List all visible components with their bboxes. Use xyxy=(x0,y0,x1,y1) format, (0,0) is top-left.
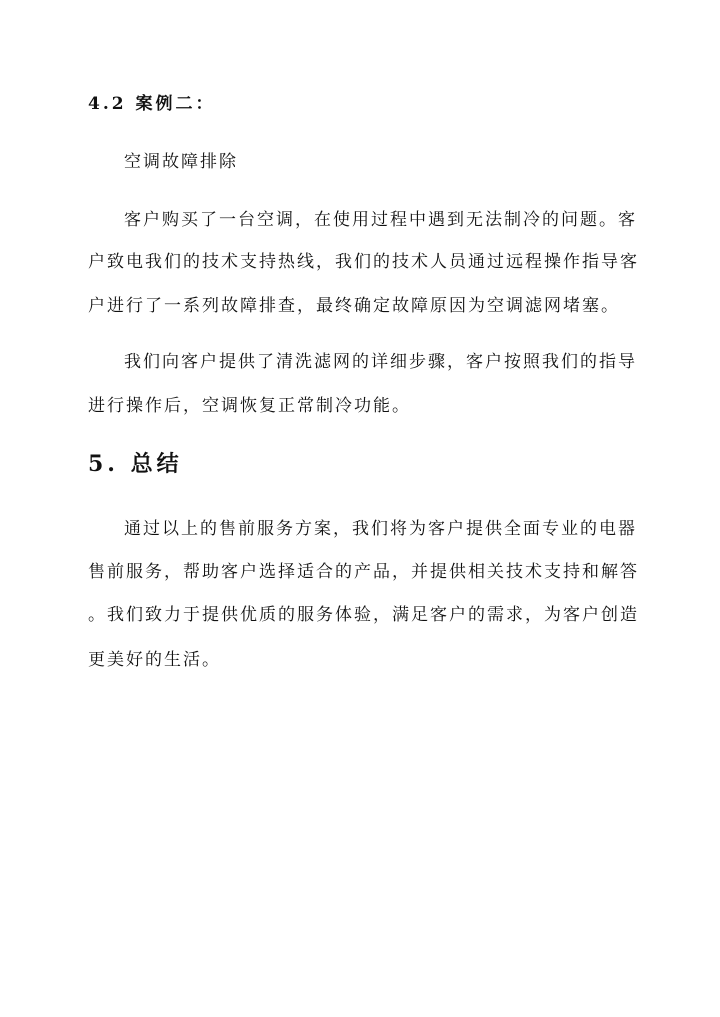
case-paragraph-2-line-2: 进行操作后，空调恢复正常制冷功能。 xyxy=(88,396,411,416)
case-paragraph-1-line-1: 客户购买了一台空调，在使用过程中遇到无法制冷的问题。客 xyxy=(124,210,637,230)
case-paragraph-1-line-2: 户致电我们的技术支持热线，我们的技术人员通过远程操作指导客 xyxy=(88,252,639,272)
summary-paragraph-line-3: 。我们致力于提供优质的服务体验，满足客户的需求，为客户创造 xyxy=(88,605,639,625)
summary-heading: 5. 总结 xyxy=(88,451,183,477)
case-subtitle: 空调故障排除 xyxy=(124,152,238,172)
section-4-2-heading: 4.2 案例二： xyxy=(88,94,216,114)
summary-paragraph-line-4: 更美好的生活。 xyxy=(88,650,221,670)
summary-paragraph-line-1: 通过以上的售前服务方案，我们将为客户提供全面专业的电器 xyxy=(124,519,637,539)
case-paragraph-1-line-3: 户进行了一系列故障排查，最终确定故障原因为空调滤网堵塞。 xyxy=(88,296,620,316)
summary-paragraph-line-2: 售前服务，帮助客户选择适合的产品，并提供相关技术支持和解答 xyxy=(88,562,639,582)
case-paragraph-2-line-1: 我们向客户提供了清洗滤网的详细步骤，客户按照我们的指导 xyxy=(124,352,637,372)
